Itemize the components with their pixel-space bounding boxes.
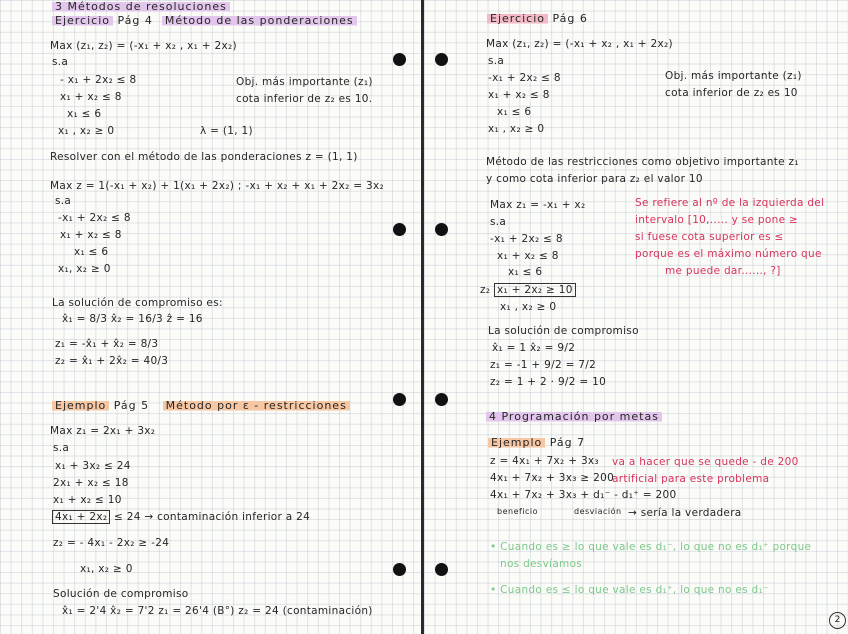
constraint: 4x₁ + 2x₂ ≤ 24 → contaminación inferior a 24 [52,511,310,523]
binder-hole [393,53,406,66]
objective-value: z₁ = -1 + 9/2 = 7/2 [490,359,597,371]
red-note-line: me puede dar......, ?] [665,265,781,277]
exercise-label: Ejercicio [487,12,548,25]
subject-to: s.a [53,442,70,454]
binder-hole [393,393,406,406]
page-ref: Pág 7 [549,436,586,449]
constraint: x₁ ≤ 6 [508,266,543,278]
page-ref: Pág 6 [552,12,588,25]
objective: Max z = 1(-x₁ + x₂) + 1(x₁ + 2x₂) ; -x₁ + x₂ + x₁ + 2x₂ = 3x₂ [50,180,385,192]
objective: Max z₁ = 2x₁ + 3x₂ [50,425,156,437]
constraint: x₁ ≤ 6 [497,106,532,118]
subject-to: s.a [52,56,69,68]
constraint: z₂ x₁ + 2x₂ ≥ 10 [480,284,576,296]
solution-title: Solución de compromiso [53,588,189,600]
objective: Max (z₁, z₂) = (-x₁ + x₂ , x₁ + 2x₂) [50,40,237,52]
label-desviacion: desviación [574,507,622,516]
page-number: 2 [829,612,846,629]
constraint: x₁ ≤ 6 [74,246,109,258]
constraint: x₁ , x₂ ≥ 0 [500,301,557,313]
constraint: x₁ + x₂ ≤ 8 [60,229,122,241]
constraint: - x₁ + 2x₂ ≤ 8 [60,74,137,86]
red-note-line: intervalo [10,..... y se pone ≥ [635,214,799,226]
goal-equation: 4x₁ + 7x₂ + 3x₃ ≥ 200 [490,472,615,484]
example-2-header [52,399,350,412]
red-note-line: Se refiere al nº de la izquierda del [635,197,825,209]
exercise-label: Ejercicio [52,14,113,27]
binder-hole [435,563,448,576]
method-title: Método por ε - restricciones [163,399,350,412]
method-description: y como cota inferior para z₂ el valor 10 [486,173,703,185]
green-note-line: nos desvíamos [500,558,583,570]
example-4-header [488,436,585,449]
solution-values: x̂₁ = 1 x̂₂ = 9/2 [492,342,576,354]
constraint: x₁ + x₂ ≤ 8 [60,91,122,103]
solution-values: x̂₁ = 8/3 x̂₂ = 16/3 ẑ = 16 [62,313,203,325]
goal-equation: z = 4x₁ + 7x₂ + 3x₃ [490,455,599,467]
red-note-line: si fuese cota superior es ≤ [635,231,784,243]
note: Obj. más importante (z₁) [665,70,802,82]
exercise-3-header [487,12,588,25]
constraint: x₁ , x₂ ≥ 0 [488,123,545,135]
objective-value: z₂ = 1 + 2 · 9/2 = 10 [490,376,607,388]
instruction: Resolver con el método de las ponderaciones z = (1, 1) [50,151,358,163]
boxed-constraint: 4x₁ + 2x₂ [52,510,110,524]
subject-to: s.a [490,216,507,228]
note: Obj. más importante (z₁) [236,76,373,88]
constraint: x₁ ≤ 6 [67,108,102,120]
objective-2: z₂ = - 4x₁ - 2x₂ ≥ -24 [53,537,170,549]
solution-title: La solución de compromiso [488,325,639,337]
constraint: x₁ + x₂ ≤ 10 [53,494,122,506]
note: cota inferior de z₂ es 10 [665,87,798,99]
notebook-binding [421,0,424,634]
binder-hole [393,223,406,236]
page-ref: Pág 4 [117,14,153,27]
page-ref: Pág 5 [113,399,150,412]
constraint: -x₁ + 2x₂ ≤ 8 [490,233,563,245]
objective: Max (z₁, z₂) = (-x₁ + x₂ , x₁ + 2x₂) [486,38,673,50]
constraint: x₁ + x₂ ≤ 8 [488,89,550,101]
binder-hole [393,563,406,576]
constraint: x₁ + x₂ ≤ 8 [497,250,559,262]
red-note: va a hacer que se quede - de 200 [612,456,799,468]
binder-hole [435,223,448,236]
example-label: Ejemplo [52,399,109,412]
red-note-line: porque es el máximo número que [635,248,822,260]
boxed-constraint: x₁ + 2x₂ ≥ 10 [494,283,576,297]
label-beneficio: beneficio [497,507,539,516]
constraint: x₁ + 3x₂ ≤ 24 [55,460,131,472]
constraint: x₁, x₂ ≥ 0 [58,263,111,275]
section-3-title: 3 Métodos de resoluciones [52,0,230,13]
subject-to: s.a [488,55,505,67]
binder-hole [435,393,448,406]
constraint: 2x₁ + x₂ ≤ 18 [53,477,129,489]
subject-to: s.a [55,195,72,207]
constraint: x₁, x₂ ≥ 0 [80,563,133,575]
constraint: -x₁ + 2x₂ ≤ 8 [58,212,131,224]
constraint: -x₁ + 2x₂ ≤ 8 [488,72,561,84]
constraint: x₁ , x₂ ≥ 0 [58,125,115,137]
method-title: Método de las ponderaciones [162,14,357,27]
goal-equation: 4x₁ + 7x₂ + 3x₃ + d₁⁻ - d₁⁺ = 200 [490,489,677,501]
solution-title: La solución de compromiso es: [52,297,223,309]
section-4-title: 4 Programación por metas [486,410,662,423]
solution-values: x̂₁ = 2'4 x̂₂ = 7'2 z₁ = 26'4 (B°) z₂ = 24 (contaminación) [62,605,373,617]
lambda: λ = (1, 1) [200,125,253,137]
method-description: Método de las restricciones como objetivo importante z₁ [486,156,799,168]
objective: Max z₁ = -x₁ + x₂ [490,199,586,211]
exercise-1-header [52,14,357,27]
objective-value: z₂ = x̂₁ + 2x̂₂ = 40/3 [55,355,169,367]
arrow-note: → sería la verdadera [628,507,742,519]
green-note-line: • Cuando es ≤ lo que vale es d₁⁺, lo que no es d₁⁻ [490,584,769,596]
example-label: Ejemplo [488,436,545,449]
note: cota inferior de z₂ es 10. [236,93,373,105]
binder-hole [435,53,448,66]
red-note: artificial para este problema [612,473,770,485]
green-note-line: • Cuando es ≥ lo que vale es d₁⁻, lo que no es d₁⁺ porque [490,541,812,553]
objective-value: z₁ = -x̂₁ + x̂₂ = 8/3 [55,338,159,350]
